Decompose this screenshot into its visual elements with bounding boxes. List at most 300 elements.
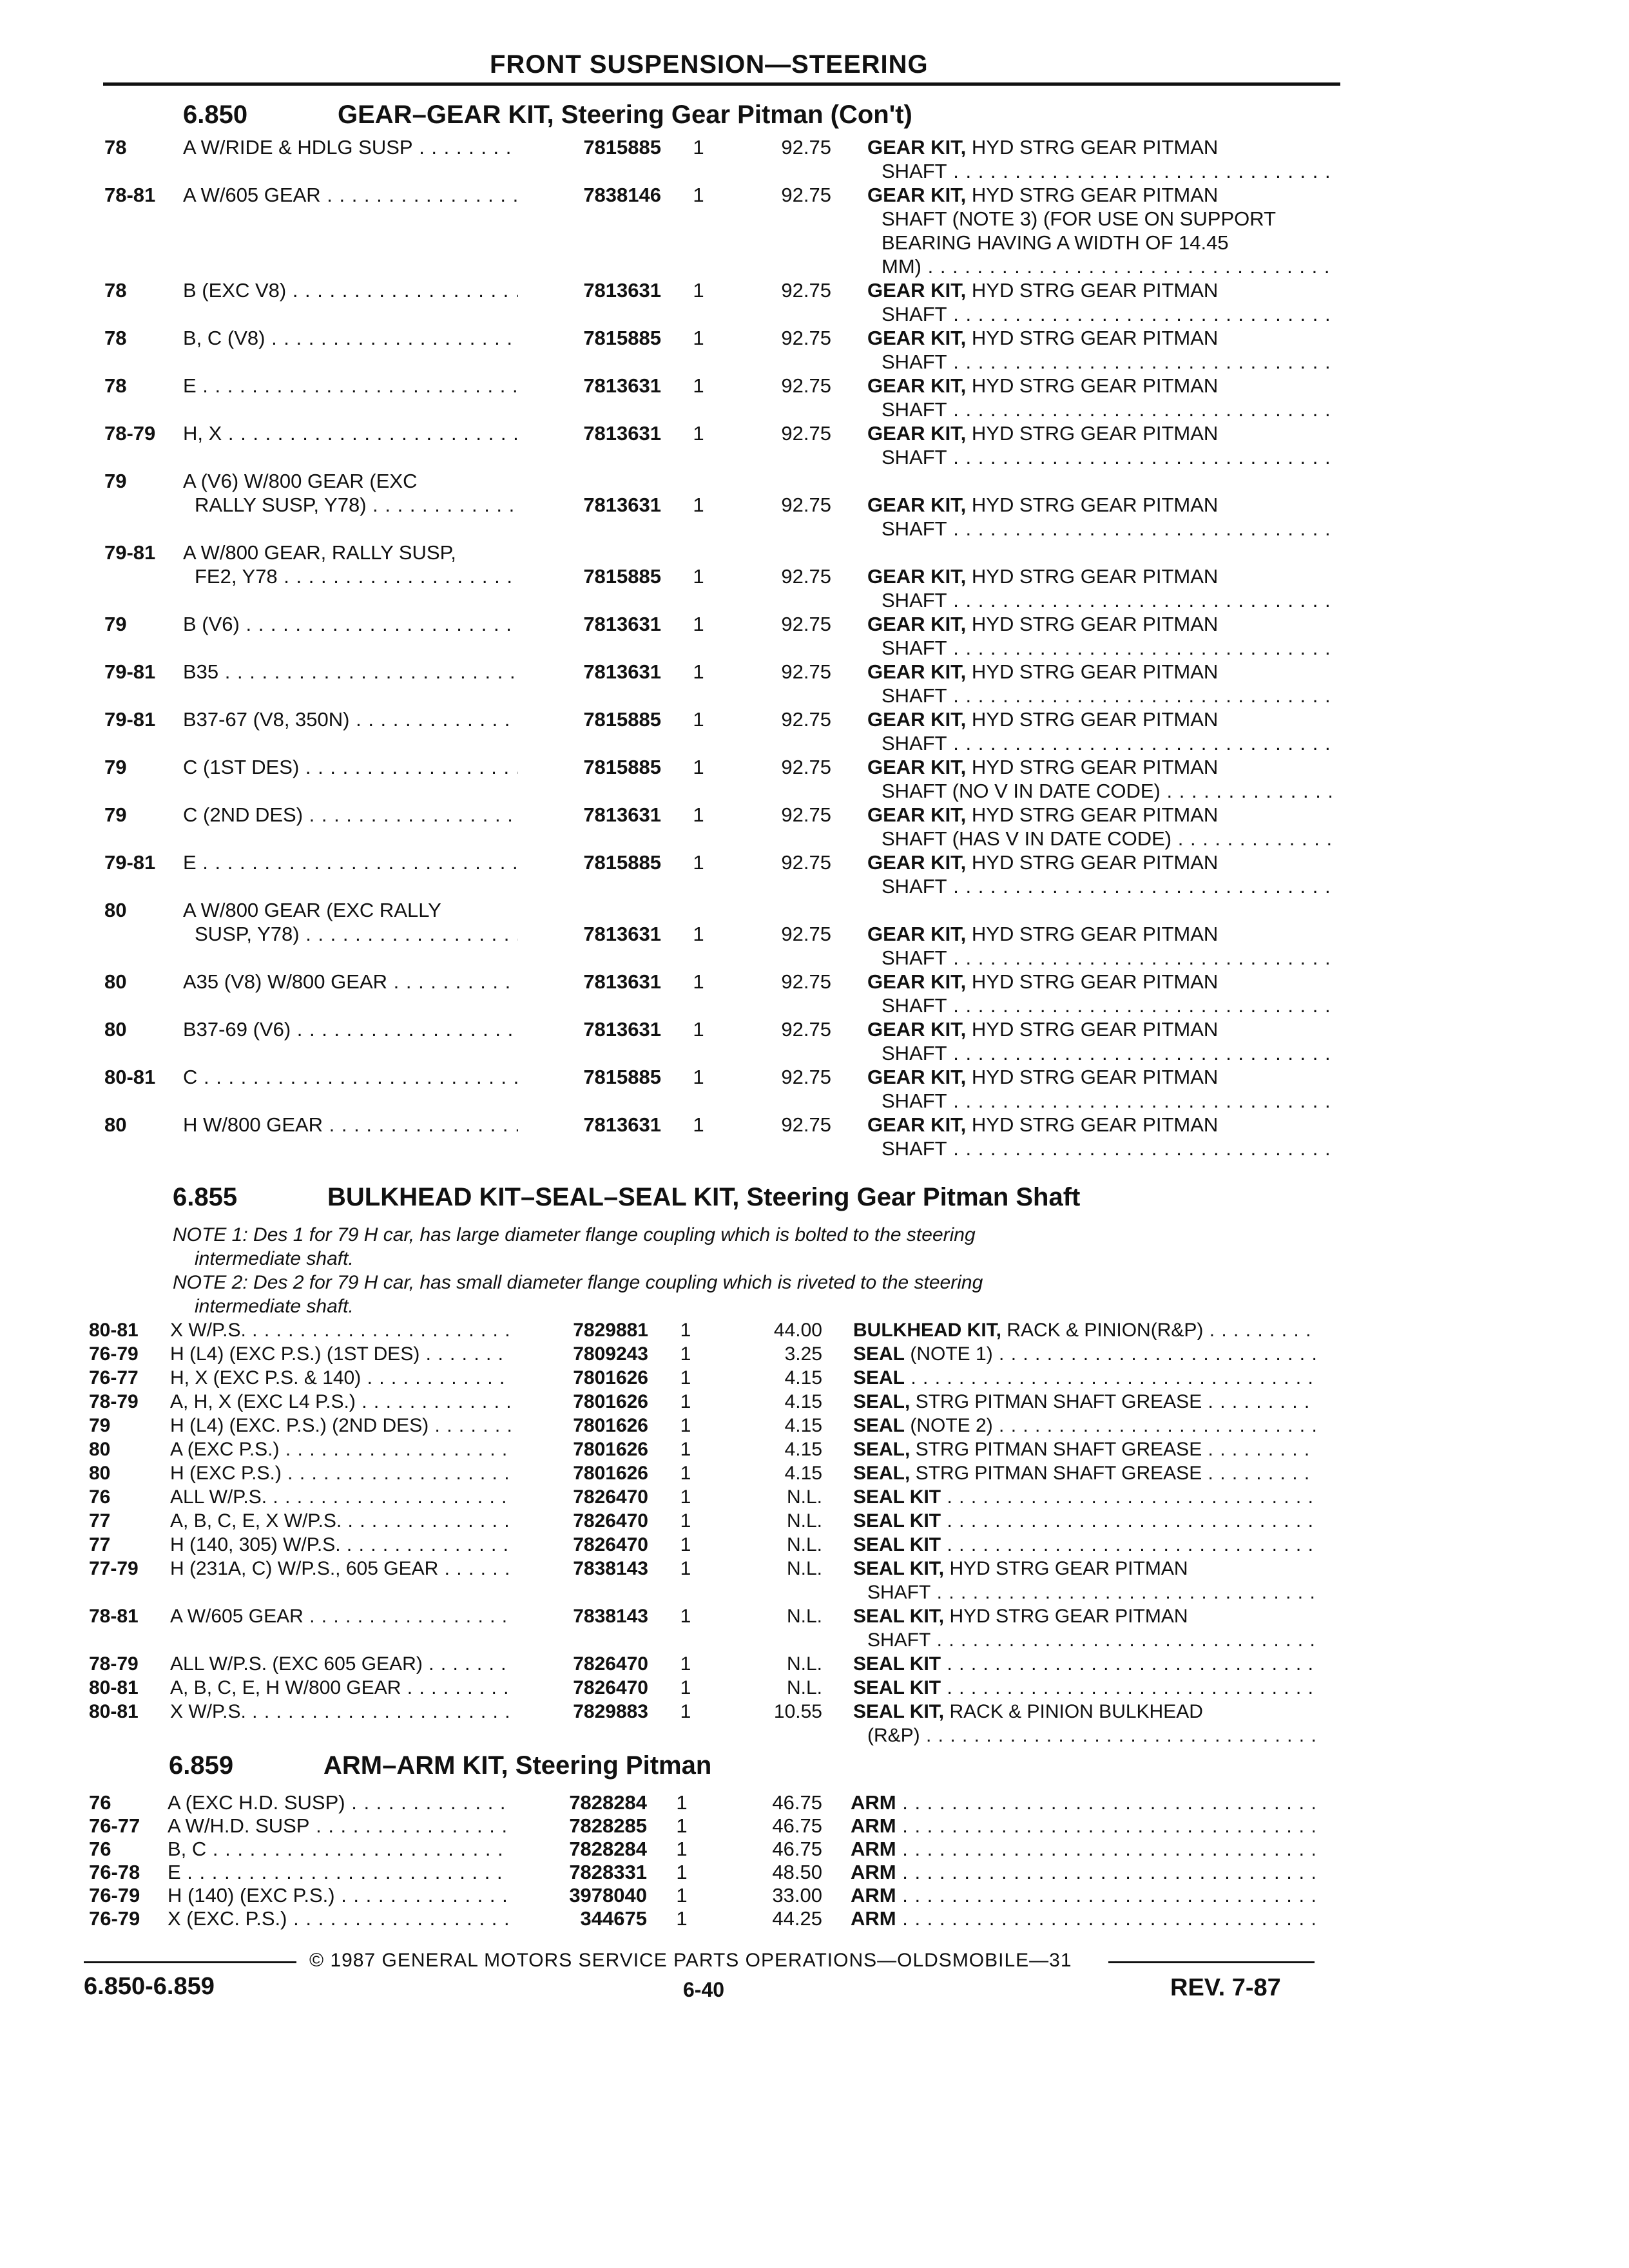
part-number: 7815885 [583,327,661,349]
quantity: 1 [680,1439,691,1460]
description-keyword: BULKHEAD KIT, [853,1320,1001,1341]
description-keyword: SEAL, [853,1391,911,1412]
description [853,1509,1317,1533]
application-line: H (140, 305) W/P.S. . . . [170,1533,512,1557]
part-number: 7815885 [583,565,661,588]
application [170,1461,512,1485]
footer-section-range: 6.850-6.859 [84,1973,215,2000]
application [168,1884,509,1907]
description-line: SEAL, STRG PITMAN SHAFT GREASE . . . [853,1390,1317,1414]
description [853,1342,1317,1366]
description-line: GEAR KIT, HYD STRG GEAR PITMAN [867,660,1219,683]
quantity: 1 [693,756,704,778]
application [170,1437,512,1461]
table-row [0,1791,1629,1814]
part-number: 7813631 [583,1018,661,1041]
model-year: 79-81 [104,541,156,564]
table-row [0,1814,1629,1838]
application [168,1907,509,1930]
description [867,326,1331,374]
price: 4.15 [784,1463,822,1484]
part-number: 344675 [580,1907,647,1930]
price: 33.00 [772,1884,822,1907]
footer-copyright: © 1987 GENERAL MOTORS SERVICE PARTS OPERATIONS—OLDSMOBILE—31 [309,1950,1072,1971]
section-title: GEAR–GEAR KIT, Steering Gear Pitman (Con't) [338,101,912,129]
part-number: 7813631 [583,970,661,993]
description-line: SHAFT . . . [853,1581,1317,1604]
price: 4.15 [784,1439,822,1460]
description [867,707,1331,755]
description-line [851,1791,1315,1814]
description-line: SHAFT . . . [867,302,1331,326]
price: 46.75 [772,1814,822,1837]
description [867,1065,1331,1113]
part-number: 7826470 [573,1486,648,1508]
description [867,493,1331,541]
table-row [0,1884,1629,1907]
description [867,135,1331,183]
description [851,1861,1315,1884]
part-number: 7813631 [583,279,661,302]
description-keyword: GEAR KIT, [867,494,967,516]
application-line: A W/800 GEAR, RALLY SUSP, [183,541,456,564]
table-row [0,970,1629,1017]
section-number: 6.850 [183,101,248,129]
description-keyword: SEAL, [853,1439,911,1460]
application-line: B37-67 (V8, 350N) . . . [183,707,518,731]
price: 92.75 [781,1113,831,1136]
description-keyword: SEAL KIT [853,1534,941,1555]
application [183,326,518,350]
description-keyword: SEAL, [853,1463,911,1484]
footer-rule-left [84,1961,296,1963]
application [183,135,518,159]
model-year: 76 [89,1791,111,1814]
price: 92.75 [781,970,831,993]
part-number: 7801626 [573,1415,648,1436]
application-line: X (EXC. P.S.) . . . [168,1907,509,1930]
note-line: intermediate shaft. [195,1248,354,1269]
application [170,1676,512,1700]
description [853,1390,1317,1414]
model-year: 80 [89,1463,111,1484]
model-year: 79 [104,803,127,826]
part-number: 7826470 [573,1653,648,1675]
application [183,755,518,779]
footer-rule-right [1108,1961,1315,1963]
part-number: 7815885 [583,851,661,874]
application-line: H W/800 GEAR . . . [183,1113,518,1137]
table-row [0,1017,1629,1065]
part-number: 7809243 [573,1343,648,1365]
description-keyword: GEAR KIT, [867,756,967,778]
description-line [853,1485,1317,1509]
model-year: 80 [104,1113,127,1136]
table-row [0,1604,1629,1652]
application-line: H (231A, C) W/P.S., 605 GEAR . . . [170,1557,512,1581]
application-line: A (EXC H.D. SUSP) . . . [168,1791,509,1814]
application-line: B37-69 (V6) . . . [183,1017,518,1041]
price: 92.75 [781,923,831,945]
application-line: X W/P.S. . . . [170,1700,512,1724]
application [170,1533,512,1557]
price: N.L. [786,1534,822,1555]
table-row [0,183,1629,278]
application [170,1604,512,1628]
quantity: 1 [693,327,704,349]
description [867,612,1331,660]
description [853,1700,1317,1747]
description-keyword: SEAL KIT, [853,1606,945,1627]
model-year: 80 [104,970,127,993]
model-year: 80 [104,1018,127,1041]
description-line: SHAFT (HAS V IN DATE CODE) . . . [867,827,1331,850]
application [170,1366,512,1390]
application-line: A (V6) W/800 GEAR (EXC [183,470,418,492]
part-number: 7813631 [583,923,661,945]
application-line: A, B, C, E, H W/800 GEAR . . . [170,1676,512,1700]
description [867,970,1331,1017]
header-rule [103,82,1340,86]
application-line: RALLY SUSP, Y78) . . . [183,493,518,517]
part-number: 7828285 [569,1814,647,1837]
model-year: 78-81 [89,1606,139,1627]
part-number: 7813631 [583,613,661,635]
description-keyword: ARM [851,1907,896,1930]
quantity: 1 [693,184,704,206]
table-row [0,421,1629,469]
model-year: 76-79 [89,1907,140,1930]
application-line: A, B, C, E, X W/P.S. . . . [170,1509,512,1533]
quantity: 1 [693,923,704,945]
quantity: 1 [693,494,704,516]
price: 4.15 [784,1367,822,1389]
quantity: 1 [693,422,704,445]
description-line: SHAFT . . . [867,517,1331,541]
quantity: 1 [680,1463,691,1484]
quantity: 1 [693,1113,704,1136]
model-year: 78 [104,374,127,397]
model-year: 76-79 [89,1884,140,1907]
application-line: A, H, X (EXC L4 P.S.) . . . [170,1390,512,1414]
price: 46.75 [772,1838,822,1860]
table-row [0,1509,1629,1533]
price: 92.75 [781,613,831,635]
application-line: B, C (V8) . . . [183,326,518,350]
quantity: 1 [680,1653,691,1675]
part-number: 7838143 [573,1606,648,1627]
quantity: 1 [676,1791,688,1814]
model-year: 79 [104,470,127,492]
quantity: 1 [693,1018,704,1041]
application-line: E . . . [183,850,518,874]
note-1 [173,1223,1236,1271]
application-line: ALL W/P.S. (EXC 605 GEAR) . . . [170,1652,512,1676]
quantity: 1 [680,1534,691,1555]
description-keyword: ARM [851,1838,896,1860]
application [170,1652,512,1676]
part-number: 7813631 [583,803,661,826]
application-line: C . . . [183,1065,518,1089]
description [867,421,1331,469]
quantity: 1 [680,1701,691,1722]
quantity: 1 [693,279,704,302]
table-row [0,1390,1629,1414]
description-line: MM) . . . [867,255,1331,278]
description-line: SEAL (NOTE 1) . . . [853,1342,1317,1366]
description-keyword: SEAL [853,1415,905,1436]
description-line: SHAFT (NOTE 3) (FOR USE ON SUPPORT [882,207,1277,230]
table-row [0,1113,1629,1160]
price: 4.15 [784,1391,822,1412]
application-line: A (EXC P.S.) . . . [170,1437,512,1461]
description-keyword: SEAL KIT [853,1510,941,1532]
quantity: 1 [693,374,704,397]
description-keyword: GEAR KIT, [867,1018,967,1041]
application [183,803,518,827]
part-number: 7801626 [573,1367,648,1389]
application [183,183,518,207]
model-year: 79-81 [104,851,156,874]
quantity: 1 [693,613,704,635]
price: 92.75 [781,756,831,778]
quantity: 1 [693,565,704,588]
description [851,1838,1315,1861]
model-year: 78-81 [104,184,156,206]
description-line: GEAR KIT, HYD STRG GEAR PITMAN [867,494,1219,516]
model-year: 76-77 [89,1367,139,1389]
description-line: SHAFT . . . [867,946,1331,970]
description-line [853,1509,1317,1533]
description-line: SHAFT . . . [867,994,1331,1017]
application-line: A W/H.D. SUSP . . . [168,1814,509,1838]
description-keyword: ARM [851,1861,896,1883]
part-number: 7838146 [583,184,661,206]
table-row [0,278,1629,326]
table-row [0,1065,1629,1113]
application-line: E . . . [168,1861,509,1884]
application-line: H (L4) (EXC. P.S.) (2ND DES) . . . [170,1414,512,1437]
price: 92.75 [781,374,831,397]
application-line: C (1ST DES) . . . [183,755,518,779]
section-title: BULKHEAD KIT–SEAL–SEAL KIT, Steering Gear Pitman Shaft [327,1183,1081,1211]
description-line: GEAR KIT, HYD STRG GEAR PITMAN [867,184,1219,206]
part-number: 3978040 [569,1884,647,1907]
model-year: 79 [89,1415,111,1436]
description [853,1318,1317,1342]
application [168,1791,509,1814]
quantity: 1 [680,1391,691,1412]
description-line: GEAR KIT, HYD STRG GEAR PITMAN [867,613,1219,635]
part-number: 7813631 [583,422,661,445]
description-keyword: ARM [851,1791,896,1814]
description [851,1791,1315,1814]
application [183,541,518,588]
application [183,421,518,445]
description-line: GEAR KIT, HYD STRG GEAR PITMAN [867,136,1219,159]
table-row [0,1700,1629,1747]
part-number: 7829881 [573,1320,648,1341]
application [183,612,518,636]
model-year: 80-81 [89,1320,139,1341]
quantity: 1 [693,851,704,874]
application [183,278,518,302]
description-keyword: GEAR KIT, [867,803,967,826]
application [170,1509,512,1533]
model-year: 77 [89,1534,111,1555]
description-line: BULKHEAD KIT, RACK & PINION(R&P) . . . [853,1318,1317,1342]
description [867,564,1331,612]
quantity: 1 [693,708,704,731]
section-title: ARM–ARM KIT, Steering Pitman [323,1751,712,1780]
description-keyword: GEAR KIT, [867,374,967,397]
description-keyword: GEAR KIT, [867,565,967,588]
description-line: SHAFT . . . [867,1137,1331,1160]
description-keyword: GEAR KIT, [867,851,967,874]
table-row [0,374,1629,421]
description-keyword: GEAR KIT, [867,708,967,731]
application [183,469,518,517]
application [183,850,518,874]
description-keyword: SEAL KIT [853,1486,941,1508]
description-line: GEAR KIT, HYD STRG GEAR PITMAN [867,565,1219,588]
application [170,1557,512,1581]
description-line [851,1884,1315,1907]
price: 44.00 [773,1320,822,1341]
application-line: B (EXC V8) . . . [183,278,518,302]
description-line: SEAL KIT, RACK & PINION BULKHEAD [853,1701,1203,1722]
table-row [0,803,1629,850]
table-row [0,1557,1629,1604]
description [851,1884,1315,1907]
quantity: 1 [693,1066,704,1088]
description-keyword: GEAR KIT, [867,660,967,683]
application-line: ALL W/P.S. . . . [170,1485,512,1509]
application-line: A35 (V8) W/800 GEAR . . . [183,970,518,994]
description-keyword: GEAR KIT, [867,1113,967,1136]
description-line: SHAFT . . . [867,684,1331,707]
application [168,1838,509,1861]
description-keyword: SEAL KIT, [853,1701,945,1722]
description [853,1604,1317,1652]
part-number: 7801626 [573,1463,648,1484]
description [867,803,1331,850]
description-line: SHAFT . . . [867,1041,1331,1065]
description-keyword: ARM [851,1884,896,1907]
part-number: 7813631 [583,1113,661,1136]
description-line: SHAFT . . . [867,874,1331,898]
application-line: H, X (EXC P.S. & 140) . . . [170,1366,512,1390]
price: 92.75 [781,803,831,826]
description-line: SHAFT . . . [867,445,1331,469]
description-line: (R&P) . . . [853,1724,1317,1747]
description [853,1533,1317,1557]
description-keyword: GEAR KIT, [867,1066,967,1088]
description [867,183,1331,278]
model-year: 79-81 [104,708,156,731]
application-line: B, C . . . [168,1838,509,1861]
application-line: A W/605 GEAR . . . [183,183,518,207]
price: N.L. [786,1558,822,1579]
table-row [0,469,1629,540]
description-keyword: SEAL KIT, [853,1558,945,1579]
quantity: 1 [676,1838,688,1860]
table-row [0,660,1629,707]
table-row [0,1676,1629,1700]
description-line [851,1814,1315,1838]
part-number: 7815885 [583,708,661,731]
description [867,278,1331,326]
model-year: 78-79 [89,1391,139,1412]
model-year: 79 [104,756,127,778]
description-line: GEAR KIT, HYD STRG GEAR PITMAN [867,803,1219,826]
description [867,850,1331,898]
price: N.L. [786,1653,822,1675]
description-keyword: SEAL KIT [853,1677,941,1698]
model-year: 77-79 [89,1558,139,1579]
model-year: 79-81 [104,660,156,683]
description-line: SEAL, STRG PITMAN SHAFT GREASE . . . [853,1461,1317,1485]
price: 92.75 [781,660,831,683]
description-line: GEAR KIT, HYD STRG GEAR PITMAN [867,374,1219,397]
application-line: A W/RIDE & HDLG SUSP . . . [183,135,518,159]
table-row [0,1861,1629,1884]
application-line: A W/605 GEAR . . . [170,1604,512,1628]
application [170,1485,512,1509]
description-line: SHAFT (NO V IN DATE CODE) . . . [867,779,1331,803]
application-line: H (L4) (EXC P.S.) (1ST DES) . . . [170,1342,512,1366]
description [867,1113,1331,1160]
application-line: H (140) (EXC P.S.) . . . [168,1884,509,1907]
description-line [853,1676,1317,1700]
price: N.L. [786,1486,822,1508]
quantity: 1 [693,660,704,683]
application [183,1113,518,1137]
description-keyword: GEAR KIT, [867,279,967,302]
application-line: A W/800 GEAR (EXC RALLY [183,899,441,921]
model-year: 78-79 [104,422,156,445]
footer-revision: REV. 7-87 [1170,1974,1281,2001]
price: 4.15 [784,1415,822,1436]
description [851,1907,1315,1930]
part-number: 7815885 [583,1066,661,1088]
price: N.L. [786,1677,822,1698]
quantity: 1 [680,1677,691,1698]
price: 48.50 [772,1861,822,1883]
description-line: GEAR KIT, HYD STRG GEAR PITMAN [867,1066,1219,1088]
part-number: 7829883 [573,1701,648,1722]
part-number: 7813631 [583,374,661,397]
price: 92.75 [781,184,831,206]
model-year: 77 [89,1510,111,1532]
model-year: 76 [89,1486,111,1508]
price: 92.75 [781,565,831,588]
description [867,1017,1331,1065]
description-line [851,1838,1315,1861]
model-year: 80 [104,899,127,921]
description-line: SEAL KIT, HYD STRG GEAR PITMAN [853,1606,1188,1627]
quantity: 1 [693,136,704,159]
application [183,660,518,684]
description-line: GEAR KIT, HYD STRG GEAR PITMAN [867,970,1219,993]
model-year: 79 [104,613,127,635]
model-year: 80 [89,1439,111,1460]
part-number: 7828331 [569,1861,647,1883]
description [853,1461,1317,1485]
table-row [0,1652,1629,1676]
quantity: 1 [680,1486,691,1508]
description [867,374,1331,421]
